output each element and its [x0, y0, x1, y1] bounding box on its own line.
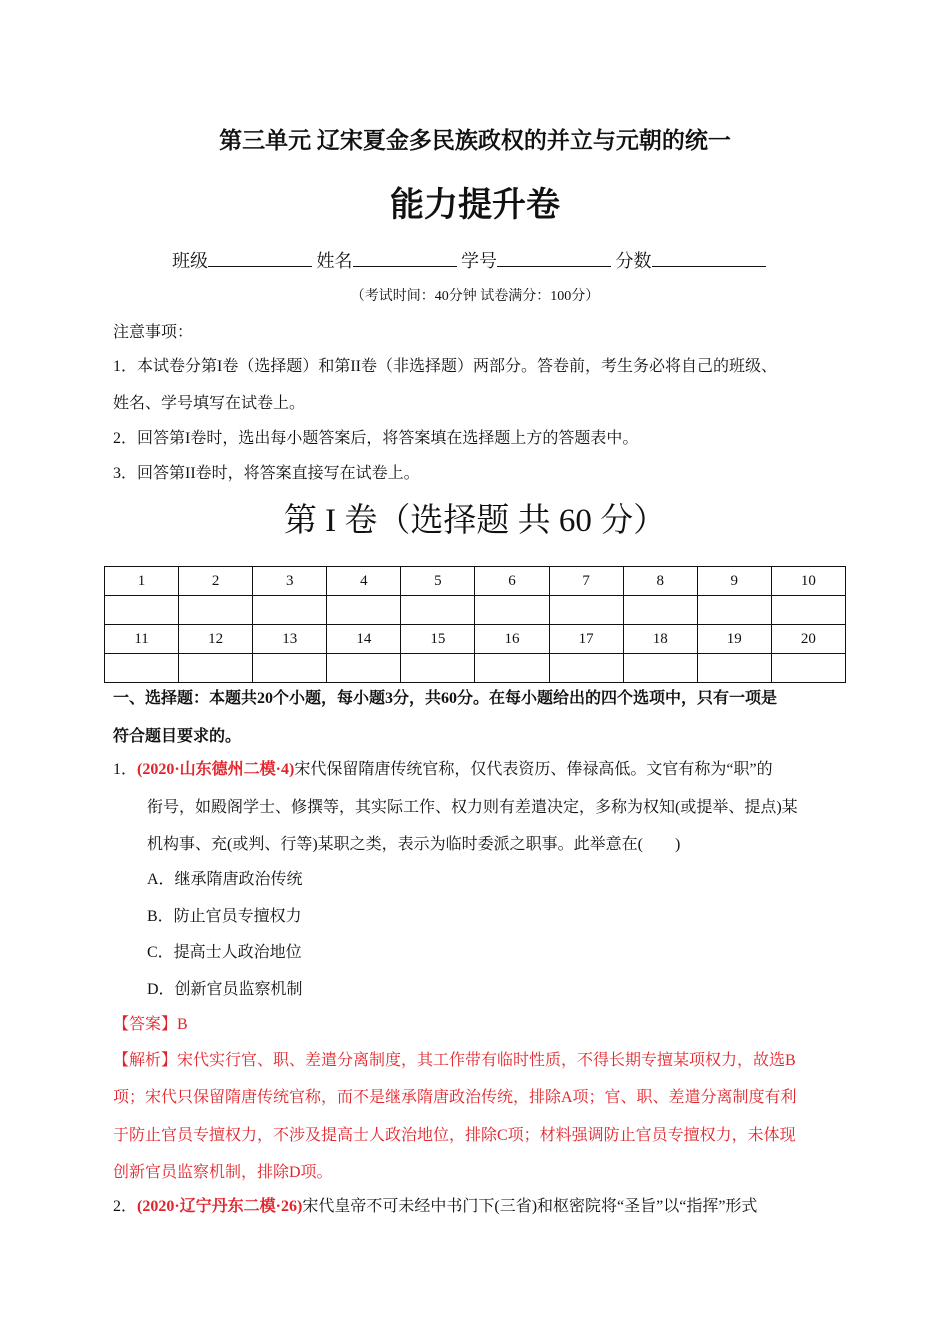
exam-info: （考试时间：40分钟 试卷满分：100分）: [350, 289, 600, 304]
question-text: 衔号，如殿阁学士、修撰等，其实际工作、权力则有差遣决定，多称为权知(或提举、提点)某: [147, 799, 798, 816]
answer-cell[interactable]: [105, 596, 179, 625]
field-score: 分数: [615, 251, 652, 271]
student-info-fields: [172, 250, 766, 271]
note-item: 1．本试卷分第I卷（选择题）和第II卷（非选择题）两部分。答卷前，考生务必将自己的班级、: [113, 358, 777, 375]
question-1: [113, 760, 773, 780]
note-item: 2．回答第I卷时，选出每小题答案后，将答案填在选择题上方的答题表中。: [113, 430, 639, 447]
question-number: 1．: [113, 761, 138, 778]
answer-cell[interactable]: [475, 654, 549, 683]
answer-cell[interactable]: [549, 654, 623, 683]
analysis-text: 创新官员监察机制，排除D项。: [113, 1164, 333, 1181]
answer-cell[interactable]: [327, 654, 401, 683]
analysis: [113, 1051, 796, 1071]
answer-cell[interactable]: [105, 654, 179, 683]
answer-cell[interactable]: [771, 596, 845, 625]
answer-table: [104, 566, 846, 683]
question-number-cell: 7: [549, 567, 623, 596]
question-number-cell: 5: [401, 567, 475, 596]
question-text: 宋代保留隋唐传统官称，仅代表资历、俸禄高低。文官有称为“职”的: [294, 761, 773, 778]
question-number-cell: 8: [623, 567, 697, 596]
option-d: D．创新官员监察机制: [147, 981, 303, 998]
question-number-cell: 13: [253, 625, 327, 654]
answer-cell[interactable]: [253, 596, 327, 625]
note-item: 3．回答第II卷时，将答案直接写在试卷上。: [113, 465, 420, 482]
analysis-text: 于防止官员专擅权力，不涉及提高士人政治地位，排除C项；材料强调防止官员专擅权力，未体现: [113, 1127, 796, 1144]
analysis-text: 宋代实行官、职、差遣分离制度，其工作带有临时性质，不得长期专擅某项权力，故选B: [177, 1052, 796, 1069]
field-class: 班级: [172, 251, 208, 271]
question-source: (2020·辽宁丹东二模·26): [137, 1198, 303, 1215]
question-number-cell: 16: [475, 625, 549, 654]
question-source: (2020·山东德州二模·4): [137, 761, 295, 778]
score-blank[interactable]: [652, 250, 766, 267]
question-number-cell: 19: [697, 625, 771, 654]
section-intro: 一、选择题：本题共20个小题，每小题3分，共60分。在每小题给出的四个选项中，只有一项是: [113, 690, 778, 707]
notes-heading: 注意事项：: [113, 324, 194, 341]
name-blank[interactable]: [353, 250, 457, 267]
field-id: 学号: [461, 251, 497, 271]
field-name: 姓名: [316, 251, 353, 271]
question-number-cell: 11: [105, 625, 179, 654]
answer-cell[interactable]: [697, 596, 771, 625]
paper-title: 能力提升卷: [390, 187, 560, 224]
answer-cell[interactable]: [179, 654, 253, 683]
question-2: [113, 1197, 757, 1217]
answer-cell[interactable]: [179, 596, 253, 625]
section-intro: 符合题目要求的。: [113, 728, 242, 745]
analysis-label: 【解析】: [113, 1052, 178, 1069]
question-number-cell: 2: [179, 567, 253, 596]
answer: [113, 1015, 188, 1035]
question-number-cell: 12: [179, 625, 253, 654]
question-number-cell: 15: [401, 625, 475, 654]
question-number-cell: 3: [253, 567, 327, 596]
option-c: C．提高士人政治地位: [147, 944, 302, 961]
question-text: 宋代皇帝不可未经中书门下(三省)和枢密院将“圣旨”以“指挥”形式: [302, 1198, 758, 1215]
question-number-cell: 14: [327, 625, 401, 654]
option-b: B．防止官员专擅权力: [147, 908, 302, 925]
answer-cell[interactable]: [327, 596, 401, 625]
answer-value: B: [177, 1016, 188, 1033]
question-number-cell: 10: [771, 567, 845, 596]
question-number: 2．: [113, 1198, 138, 1215]
answer-cell[interactable]: [401, 596, 475, 625]
answer-cell[interactable]: [549, 596, 623, 625]
unit-title: 第三单元 辽宋夏金多民族政权的并立与元朝的统一: [219, 128, 731, 153]
class-blank[interactable]: [208, 250, 312, 267]
answer-cell[interactable]: [771, 654, 845, 683]
id-blank[interactable]: [497, 250, 611, 267]
note-item: 姓名、学号填写在试卷上。: [113, 395, 306, 412]
question-number-cell: 20: [771, 625, 845, 654]
question-number-cell: 4: [327, 567, 401, 596]
option-a: A．继承隋唐政治传统: [147, 871, 303, 888]
answer-cell[interactable]: [623, 596, 697, 625]
answer-cell[interactable]: [253, 654, 327, 683]
answer-cell[interactable]: [623, 654, 697, 683]
answer-cell[interactable]: [401, 654, 475, 683]
question-number-cell: 9: [697, 567, 771, 596]
answer-cell[interactable]: [697, 654, 771, 683]
answer-cell[interactable]: [475, 596, 549, 625]
answer-label: 【答案】: [113, 1016, 178, 1033]
question-number-cell: 1: [105, 567, 179, 596]
question-number-cell: 6: [475, 567, 549, 596]
section-heading: 第 I 卷（选择题 共 60 分）: [283, 503, 667, 539]
analysis-text: 项；宋代只保留隋唐传统官称，而不是继承隋唐政治传统，排除A项；官、职、差遣分离制度有利: [113, 1089, 797, 1106]
question-text: 机构事、充(或判、行等)某职之类，表示为临时委派之职事。此举意在( ): [147, 836, 681, 853]
question-number-cell: 18: [623, 625, 697, 654]
question-number-cell: 17: [549, 625, 623, 654]
